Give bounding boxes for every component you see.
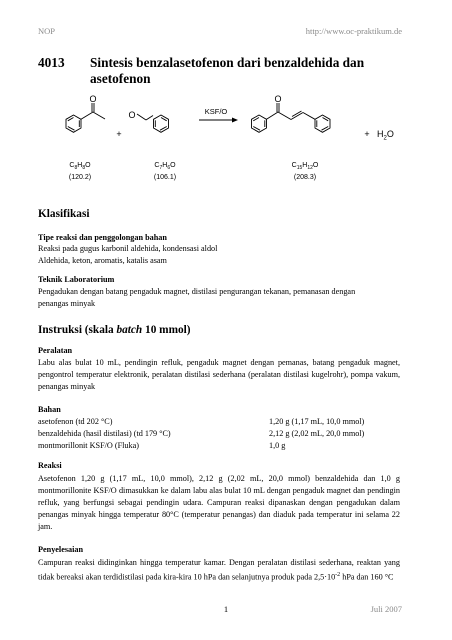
penyelesaian-text-b: hPa dan 160 °C [340, 572, 394, 582]
mass-acetophenone: (120.2) [68, 174, 92, 181]
title-line-1: Sintesis benzalasetofenon dari benzaldehida dan [90, 55, 365, 70]
formula-benzaldehyde: $C_7H_6O$ [154, 162, 176, 171]
subheading-bahan: Bahan [38, 405, 61, 414]
tipe-reaksi-line-1: Reaksi pada gugus karbonil aldehida, kondensasi aldol [38, 244, 218, 253]
mass-chalcone: (208.3) [293, 174, 317, 181]
bahan-name: benzaldehida (hasil distilasi) (td 179 °C) [38, 429, 171, 438]
bahan-row [38, 428, 400, 440]
subheading-teknik: Teknik Laboratorium [38, 275, 115, 284]
plus-sign: + [116, 129, 122, 139]
instruksi-heading-pre: Instruksi (skala [38, 324, 117, 336]
chalcone-oxygen: O [274, 94, 282, 104]
subheading-peralatan: Peralatan [38, 346, 73, 355]
catalyst-label: KSF/O [204, 107, 228, 116]
bahan-amount: 1,0 g [269, 441, 286, 450]
formula-acetophenone: $C_8H_8O$ [69, 162, 91, 171]
subheading-tipe-reaksi: Tipe reaksi dan penggolongan bahan [38, 233, 167, 242]
title-line-2: asetofenon [90, 71, 151, 86]
formula-chalcone: $C_{15}H_{12}O$ [291, 162, 319, 171]
instruksi-heading-batch: batch [116, 324, 143, 336]
bahan-amount: 2,12 g (2,02 mL, 20,0 mmol) [269, 429, 365, 438]
penyelesaian-text-a: Campuran reaksi didinginkan hingga temperatur kamar. Dengan peralatan distilasi sederhana, reaktan yang tidak bereaksi akan terdidistilasi pada kira-kira 10 hPa dan selanjutnya produk pada 2,5·10 [38, 558, 400, 582]
bahan-row [38, 416, 400, 428]
mass-benzaldehyde: (106.1) [153, 174, 177, 181]
tipe-reaksi-line-2: Aldehida, keton, aromatis, katalis asam [38, 256, 167, 265]
bahan-table [38, 416, 400, 452]
section-klasifikasi: Klasifikasi [38, 208, 90, 220]
page-title [38, 55, 408, 87]
section-instruksi [38, 324, 191, 336]
arrow-head [232, 118, 238, 123]
bahan-row [38, 440, 400, 452]
plus-sign-2: + [364, 129, 370, 139]
bahan-name: montmorillonit KSF/O (Fluka) [38, 441, 139, 450]
reaction-scheme [0, 88, 452, 188]
bahan-name: asetofenon (td 202 °C) [38, 417, 113, 426]
subheading-penyelesaian: Penyelesaian [38, 545, 84, 554]
bahan-amount: 1,20 g (1,17 mL, 10,0 mmol) [269, 417, 365, 426]
instruksi-heading-post: 10 mmol) [142, 324, 191, 336]
experiment-number: 4013 [38, 55, 65, 70]
footer-date: Juli 2007 [370, 604, 402, 614]
benzaldehyde-oxygen: O [128, 110, 136, 120]
peralatan-text: Labu alas bulat 10 mL, pendingin refluk, pengaduk magnet dengan pemanas, batang pengaduk magnet, pengontrol temperatur elektronik, peralatan distilasi sederhana (peralatan distilasi kugelrohr), pompa vakum, penangas minyak [38, 358, 400, 391]
acetophenone-oxygen: O [89, 94, 97, 104]
water-label: $H_2O$ [377, 129, 394, 142]
subheading-reaksi: Reaksi [38, 461, 62, 470]
reaksi-text: Asetofenon 1,20 g (1,17 mL, 10,0 mmol), 2,12 g (2,02 mL, 20,0 mmol) benzaldehida dan 1,0 g montmorillonite KSF/O dimasukkan ke dalam labu alas bulat 10 mL dengan pengaduk magnet dan pendingin refluk, yang berfungsi sebagai pendingin udara. Campuran reaksi dipanaskan dengan pengadukan dalam penangas minyak hingga temperatur 80°C (temperatur penangas) dan diaduk pada temperatur ini selama 22 jam. [38, 474, 400, 531]
header-url[interactable]: http://www.oc-praktikum.de [305, 26, 402, 36]
header-left: NOP [38, 26, 56, 36]
penyelesaian-exponent: -2 [335, 572, 341, 578]
page-number: 1 [223, 604, 229, 614]
penyelesaian-text [38, 557, 400, 584]
teknik-text: Pengadukan dengan batang pengaduk magnet, distilasi pengurangan tekanan, pemanasan dengan penangas minyak [38, 287, 356, 308]
